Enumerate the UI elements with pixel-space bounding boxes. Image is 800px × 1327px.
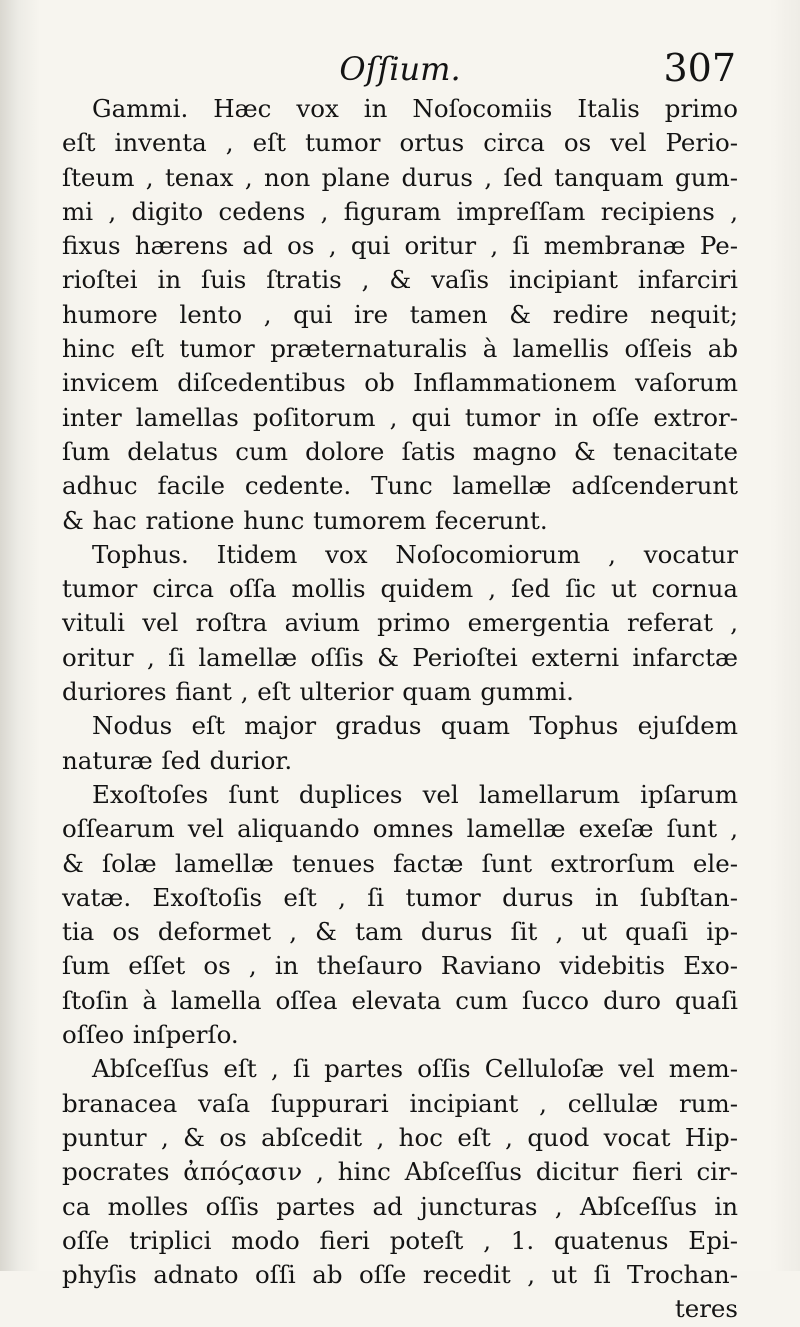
text-line: puntur , & os abſcedit , hoc eſt , quod vocat Hip- xyxy=(62,1122,738,1152)
text-line: Tophus. Itidem vox Noſocomiorum , vocatur xyxy=(92,539,738,569)
text-line: rioſtei in ſuis ſtratis , & vaſis incipiant infarciri xyxy=(62,265,738,295)
text-line: ſteum , tenax , non plane durus , ſed tanquam gum- xyxy=(62,162,738,192)
text-line: & hac ratione hunc tumorem fecerunt. xyxy=(62,505,548,535)
text-line: eſt inventa , eſt tumor ortus circa os vel Perio- xyxy=(62,128,738,158)
catchword: teres xyxy=(674,1294,738,1324)
page-header xyxy=(60,46,740,96)
text-line: humore lento , qui ire tamen & redire nequit; xyxy=(62,299,738,329)
text-line: naturæ ſed durior. xyxy=(62,745,293,775)
text-line: oſſeo inſperſo. xyxy=(62,1020,239,1050)
text-line: vituli vel roſtra avium primo emergentia referat , xyxy=(62,608,738,638)
text-line: duriores fiant , eſt ulterior quam gummi. xyxy=(62,677,574,707)
text-line: vatæ. Exoſtoſis eſt , ſi tumor durus in ſubſtan- xyxy=(62,882,738,912)
text-line: oſſe triplici modo fieri poteſt , 1. quatenus Epi- xyxy=(62,1225,738,1255)
text-line: hinc eſt tumor præternaturalis à lamellis oſſeis ab xyxy=(62,334,738,364)
text-line: inter lamellas poſitorum , qui tumor in oſſe extror- xyxy=(62,402,738,432)
text-line: Exoſtoſes ſunt duplices vel lamellarum ipſarum xyxy=(92,779,738,809)
text-line: Abſceſſus eſt , ſi partes oſſis Celluloſæ vel mem- xyxy=(92,1054,738,1084)
text-line: Nodus eſt major gradus quam Tophus ejuſdem xyxy=(92,711,738,741)
text-line: oſſearum vel aliquando omnes lamellæ exeſæ ſunt , xyxy=(62,814,738,844)
text-line: oritur , ſi lamellæ oſſis & Perioſtei externi infarctæ xyxy=(62,642,738,672)
body-text xyxy=(62,92,738,1327)
text-line: adhuc facile cedente. Tunc lamellæ adſcenderunt xyxy=(62,471,738,501)
text-line: invicem diſcedentibus ob Inflammationem vaſorum xyxy=(62,368,738,398)
text-line: pocrates ἀπόϛασιν , hinc Abſceſſus dicitur fieri cir- xyxy=(62,1157,738,1187)
text-line: phyſis adnato oſſi ab oſſe recedit , ut ſi Trochan- xyxy=(62,1260,738,1290)
text-line: branacea vaſa ſuppurari incipiant , cellulæ rum- xyxy=(62,1088,738,1118)
text-line: tumor circa oſſa mollis quidem , ſed ſic ut cornua xyxy=(62,574,738,604)
text-line: ſtoſin à lamella oſſea elevata cum ſucco duro quaſi xyxy=(62,985,738,1015)
text-line: tia os deformet , & tam durus ſit , ut quaſi ip- xyxy=(62,917,738,947)
text-line: & ſolæ lamellæ tenues factæ ſunt extrorſum ele- xyxy=(62,848,738,878)
page-number: 307 xyxy=(663,46,736,90)
text-line: mi , digito cedens , figuram impreſſam recipiens , xyxy=(62,196,738,226)
text-line: ca molles oſſis partes ad juncturas , Abſceſſus in xyxy=(62,1191,738,1221)
text-line: fixus hærens ad os , qui oritur , ſi membranæ Pe- xyxy=(62,231,738,261)
running-title: Oſſium. xyxy=(339,50,461,88)
text-line: ſum delatus cum dolore ſatis magno & tenacitate xyxy=(62,436,738,466)
text-line: Gammi. Hæc vox in Noſocomiis Italis primo xyxy=(92,94,738,123)
text-line: ſum eſſet os , in theſauro Raviano videbitis Exo- xyxy=(62,951,738,981)
